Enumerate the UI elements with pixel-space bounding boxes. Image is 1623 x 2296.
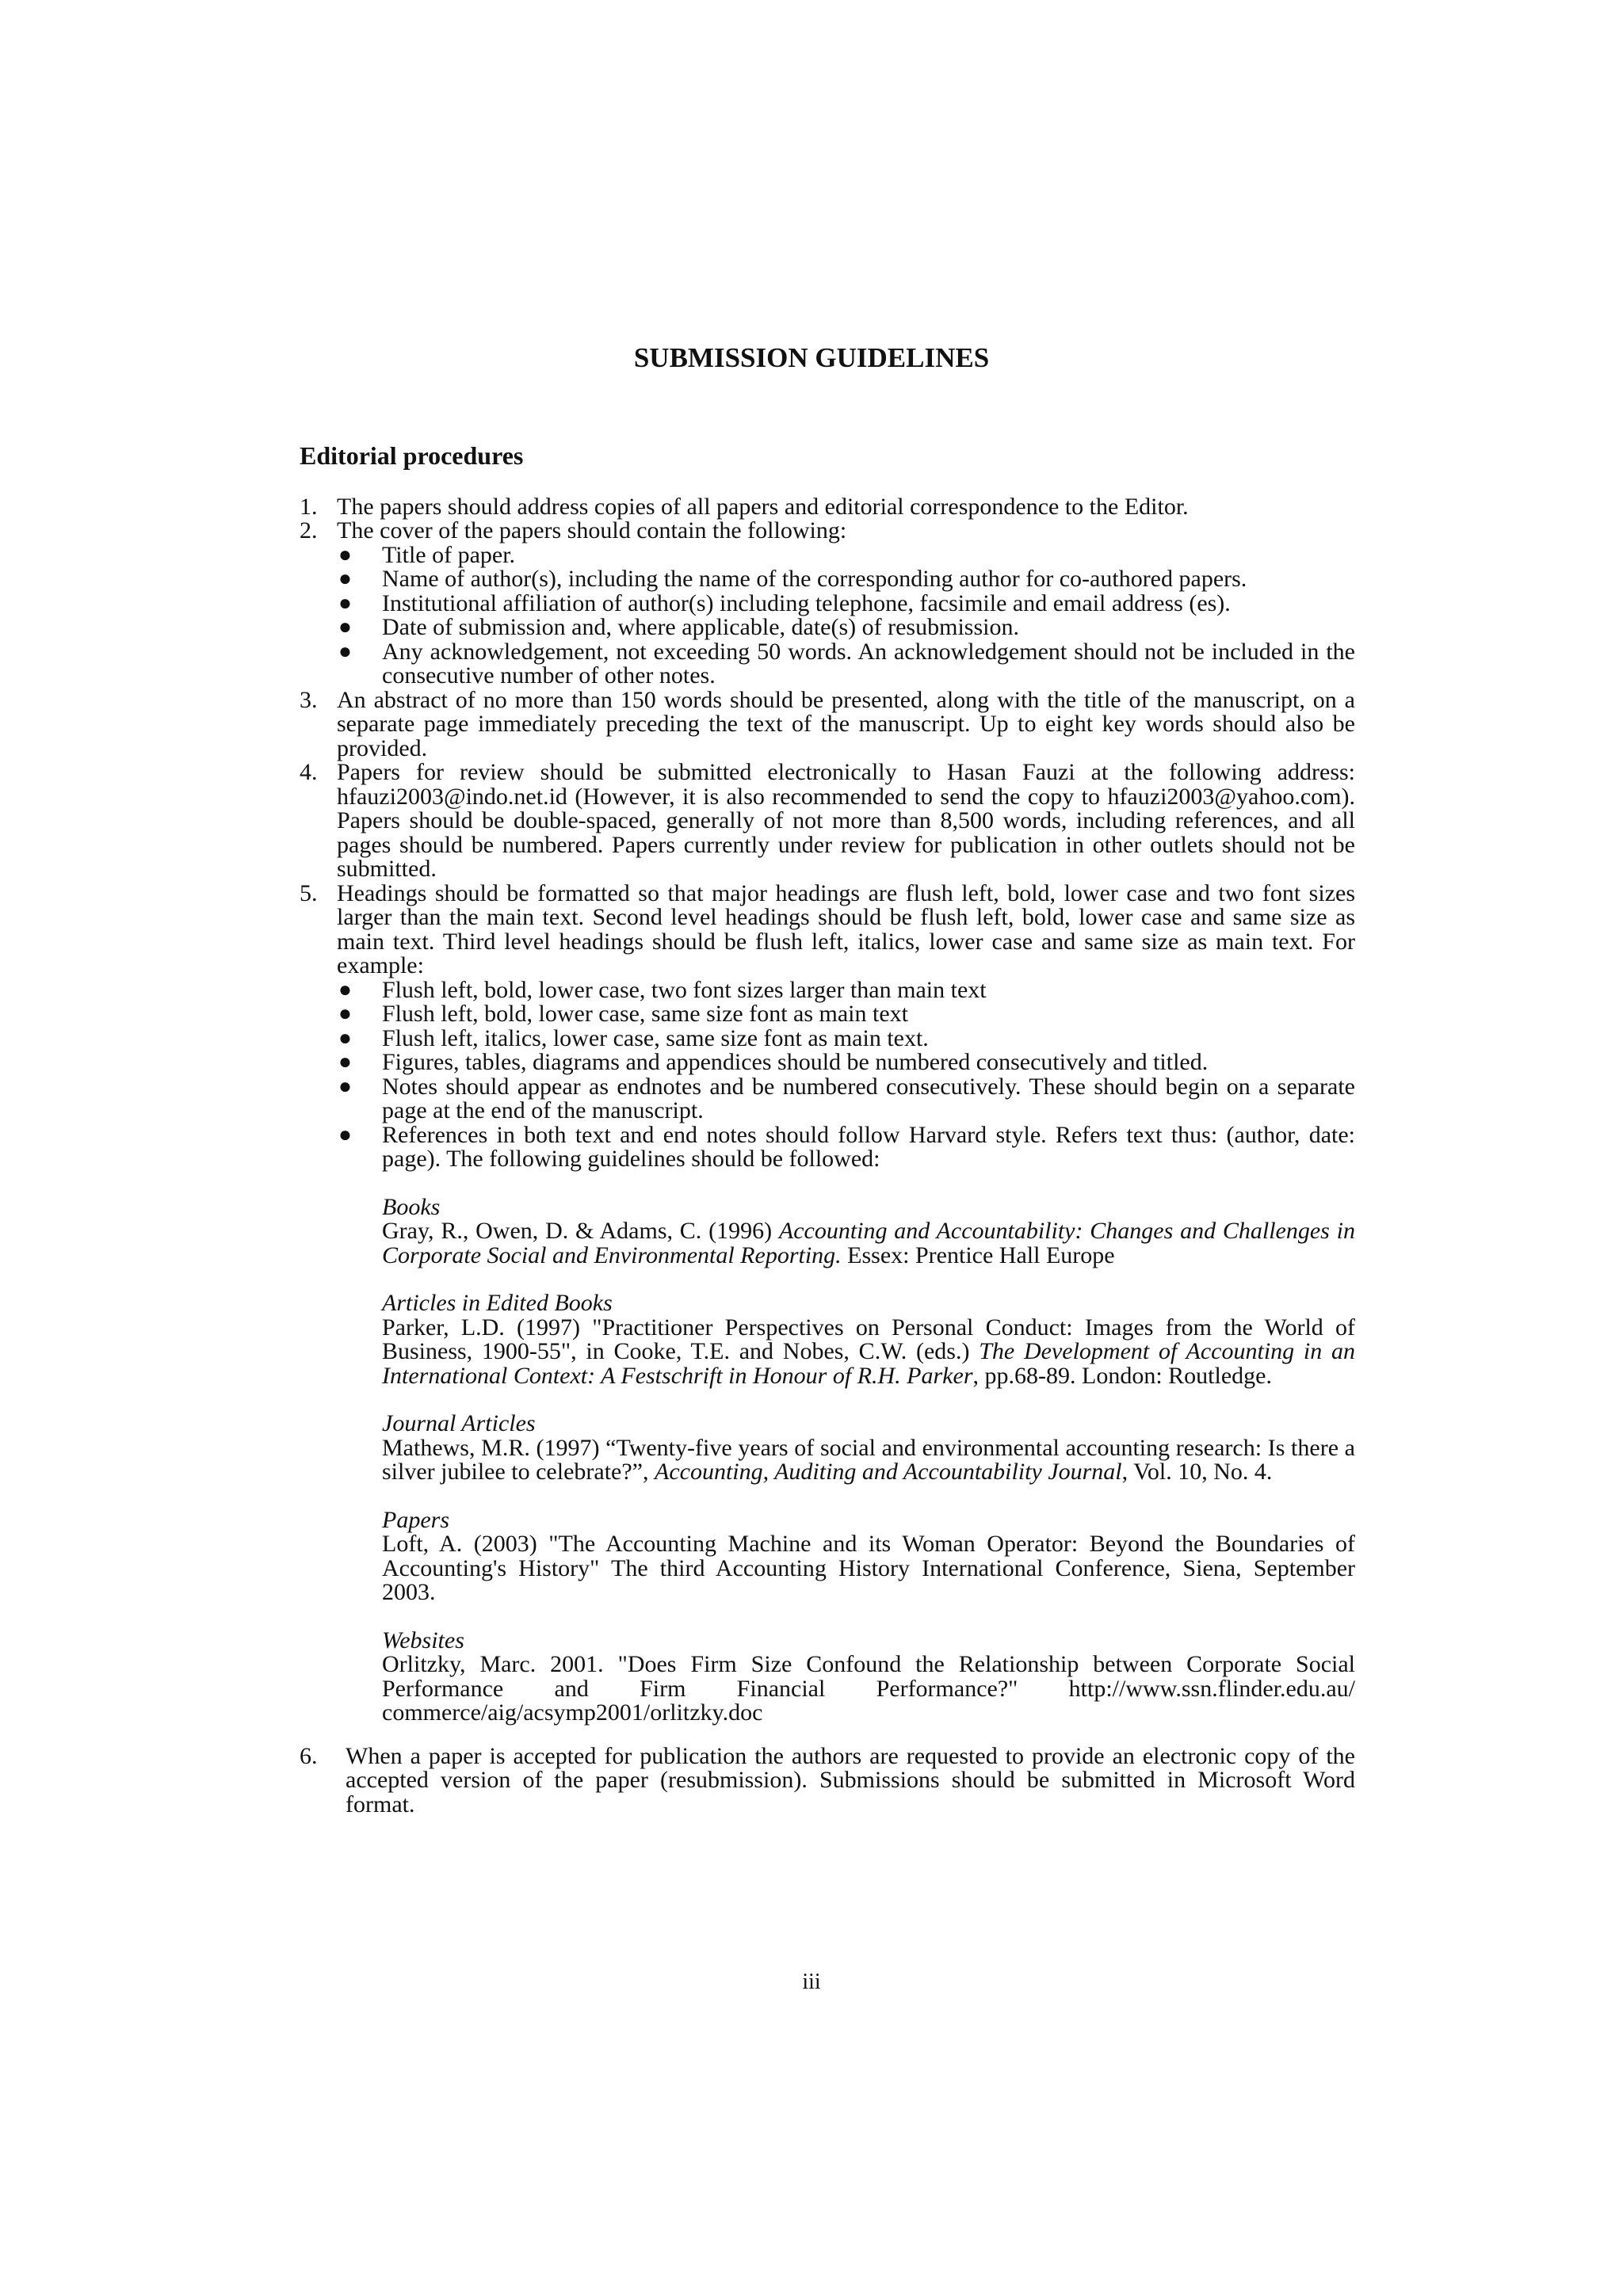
heading-bullets — [337, 978, 1355, 1172]
section-heading: Editorial procedures — [300, 441, 524, 470]
bullet-item: ● Notes should appear as endnotes and be numbered consecutively. These should begin on a separate page at the end of the manuscript. — [338, 1073, 1355, 1123]
ref-papers — [382, 1508, 1355, 1605]
bullet-item: ● Institutional affiliation of author(s) including telephone, facsimile and email address (es). — [338, 589, 1231, 616]
ref-entry: Loft, A. (2003) "The Accounting Machine and its Woman Operator: Beyond the Boundaries of Accounting's History" The third Accounting History International Conference, Siena, September 2003. — [382, 1531, 1355, 1605]
item-number: 3. — [300, 686, 318, 713]
ref-category-label: Websites — [382, 1627, 464, 1653]
ref-books — [382, 1193, 1355, 1268]
list-item-4 — [300, 761, 1355, 882]
list-item-6 — [300, 1742, 1355, 1817]
guidelines-content — [300, 441, 1355, 1817]
bullet-icon: ● — [338, 1001, 352, 1026]
bullet-icon: ● — [338, 1074, 352, 1099]
list-item-2 — [300, 519, 1355, 688]
item-number: 6. — [300, 1742, 318, 1769]
bullet-icon: ● — [338, 615, 352, 639]
bullet-item: ● Any acknowledgement, not exceeding 50 words. An acknowledgement should not be included in the consecutive number of other notes. — [338, 638, 1355, 688]
ref-journal-articles — [382, 1412, 1355, 1485]
ref-entry: Gray, R., Owen, D. & Adams, C. (1996) Accounting and Accountability: Changes and Challenges in Corporate Social and Environmental Reporting. Essex: Prentice Hall Europe — [382, 1218, 1355, 1268]
item-text: Headings should be formatted so that major headings are flush left, bold, lower case and two font sizes larger than the main text. Second level headings should be flush left, bold, lower case and same size as main text. Third level headings should be flush left, italics, lower case and same size as main text. For example: — [337, 879, 1355, 978]
item-text: The cover of the papers should contain the following: — [337, 517, 847, 543]
bullet-item: ● Date of submission and, where applicable, date(s) of resubmission. — [338, 614, 1019, 640]
item-text: An abstract of no more than 150 words should be presented, along with the title of the manuscript, on a separate page immediately preceding the text of the manuscript. Up to eight key words should also be provided. — [337, 686, 1355, 761]
item-text: When a paper is accepted for publication the authors are requested to provide an electronic copy of the accepted version of the paper (resubmission). Submissions should be submitted in Microsoft Word format. — [346, 1742, 1355, 1817]
item-number: 4. — [300, 759, 318, 785]
bullet-icon: ● — [338, 977, 352, 1002]
bullet-icon: ● — [338, 566, 352, 591]
bullet-item: ● Flush left, bold, lower case, same size font as main text — [338, 1001, 908, 1027]
bullet-item: ● Flush left, bold, lower case, two font sizes larger than main text — [338, 976, 987, 1003]
bullet-icon: ● — [338, 542, 352, 567]
bullet-icon: ● — [338, 639, 352, 664]
bullet-icon: ● — [338, 1025, 352, 1051]
procedures-list — [300, 495, 1355, 1726]
item-text: Papers for review should be submitted electronically to Hasan Fauzi at the following address: hfauzi2003@indo.net.id (However, it is also recommended to send the copy to hfauzi2003@yahoo.com). Papers should be double-spaced, generally of not more than 8,500 words, including references, and all pages should be numbered. Papers currently under review for publication in other outlets should not be submitted. — [337, 759, 1355, 882]
bullet-icon: ● — [338, 590, 352, 616]
bullet-item: ● Flush left, italics, lower case, same size font as main text. — [338, 1024, 929, 1051]
ref-category-label: Papers — [382, 1506, 449, 1533]
bullet-item: ● Figures, tables, diagrams and appendices should be numbered consecutively and titled. — [338, 1049, 1209, 1075]
list-item-5 — [300, 879, 1355, 1726]
ref-entry: Parker, L.D. (1997) "Practitioner Perspectives on Personal Conduct: Images from the World of Business, 1900-55", in Cooke, T.E. and Nobes, C.W. (eds.) The Development of Accounting in an International Context: A Festschrift in Honour of R.H. Parker, pp.68-89. London: Routledge. — [382, 1314, 1355, 1389]
reference-examples — [337, 1193, 1355, 1726]
ref-entry: Orlitzky, Marc. 2001. "Does Firm Size Confound the Relationship between Corporate Social Performance and Firm Financial Performance?" http://www.ssn.flinder.edu.au/ commerce/aig/acsymp2001/orlitzky.doc — [382, 1651, 1355, 1726]
item-text: The papers should address copies of all papers and editorial correspondence to the Editor. — [337, 493, 1189, 520]
bullet-item: ● Title of paper. — [338, 541, 516, 568]
bullet-icon: ● — [338, 1050, 352, 1074]
bullet-item: ● Name of author(s), including the name of the corresponding author for co-authored papers. — [338, 566, 1247, 592]
ref-entry: Mathews, M.R. (1997) “Twenty-five years of social and environmental accounting research: Is there a silver jubilee to celebrate?”, Accounting, Auditing and Accountability Journal, Vol. 10, No. 4. — [382, 1434, 1355, 1485]
cover-bullets — [337, 543, 1355, 688]
page-title: SUBMISSION GUIDELINES — [633, 342, 990, 373]
item-number: 1. — [300, 493, 318, 520]
ref-category-label: Articles in Edited Books — [382, 1290, 613, 1316]
ref-websites — [382, 1629, 1355, 1726]
list-item-1 — [300, 495, 1355, 520]
ref-category-label: Journal Articles — [382, 1410, 536, 1436]
bullet-item: ● References in both text and end notes should follow Harvard style. Refers text thus: (author, date: page). The following guidelines should be followed: — [338, 1121, 1355, 1172]
ref-category-label: Books — [382, 1193, 441, 1220]
bullet-icon: ● — [338, 1122, 352, 1147]
list-item-3 — [300, 688, 1355, 761]
ref-edited-books — [382, 1291, 1355, 1388]
page-number: iii — [802, 1970, 821, 1994]
item-number: 5. — [300, 879, 318, 906]
item-number: 2. — [300, 517, 318, 543]
